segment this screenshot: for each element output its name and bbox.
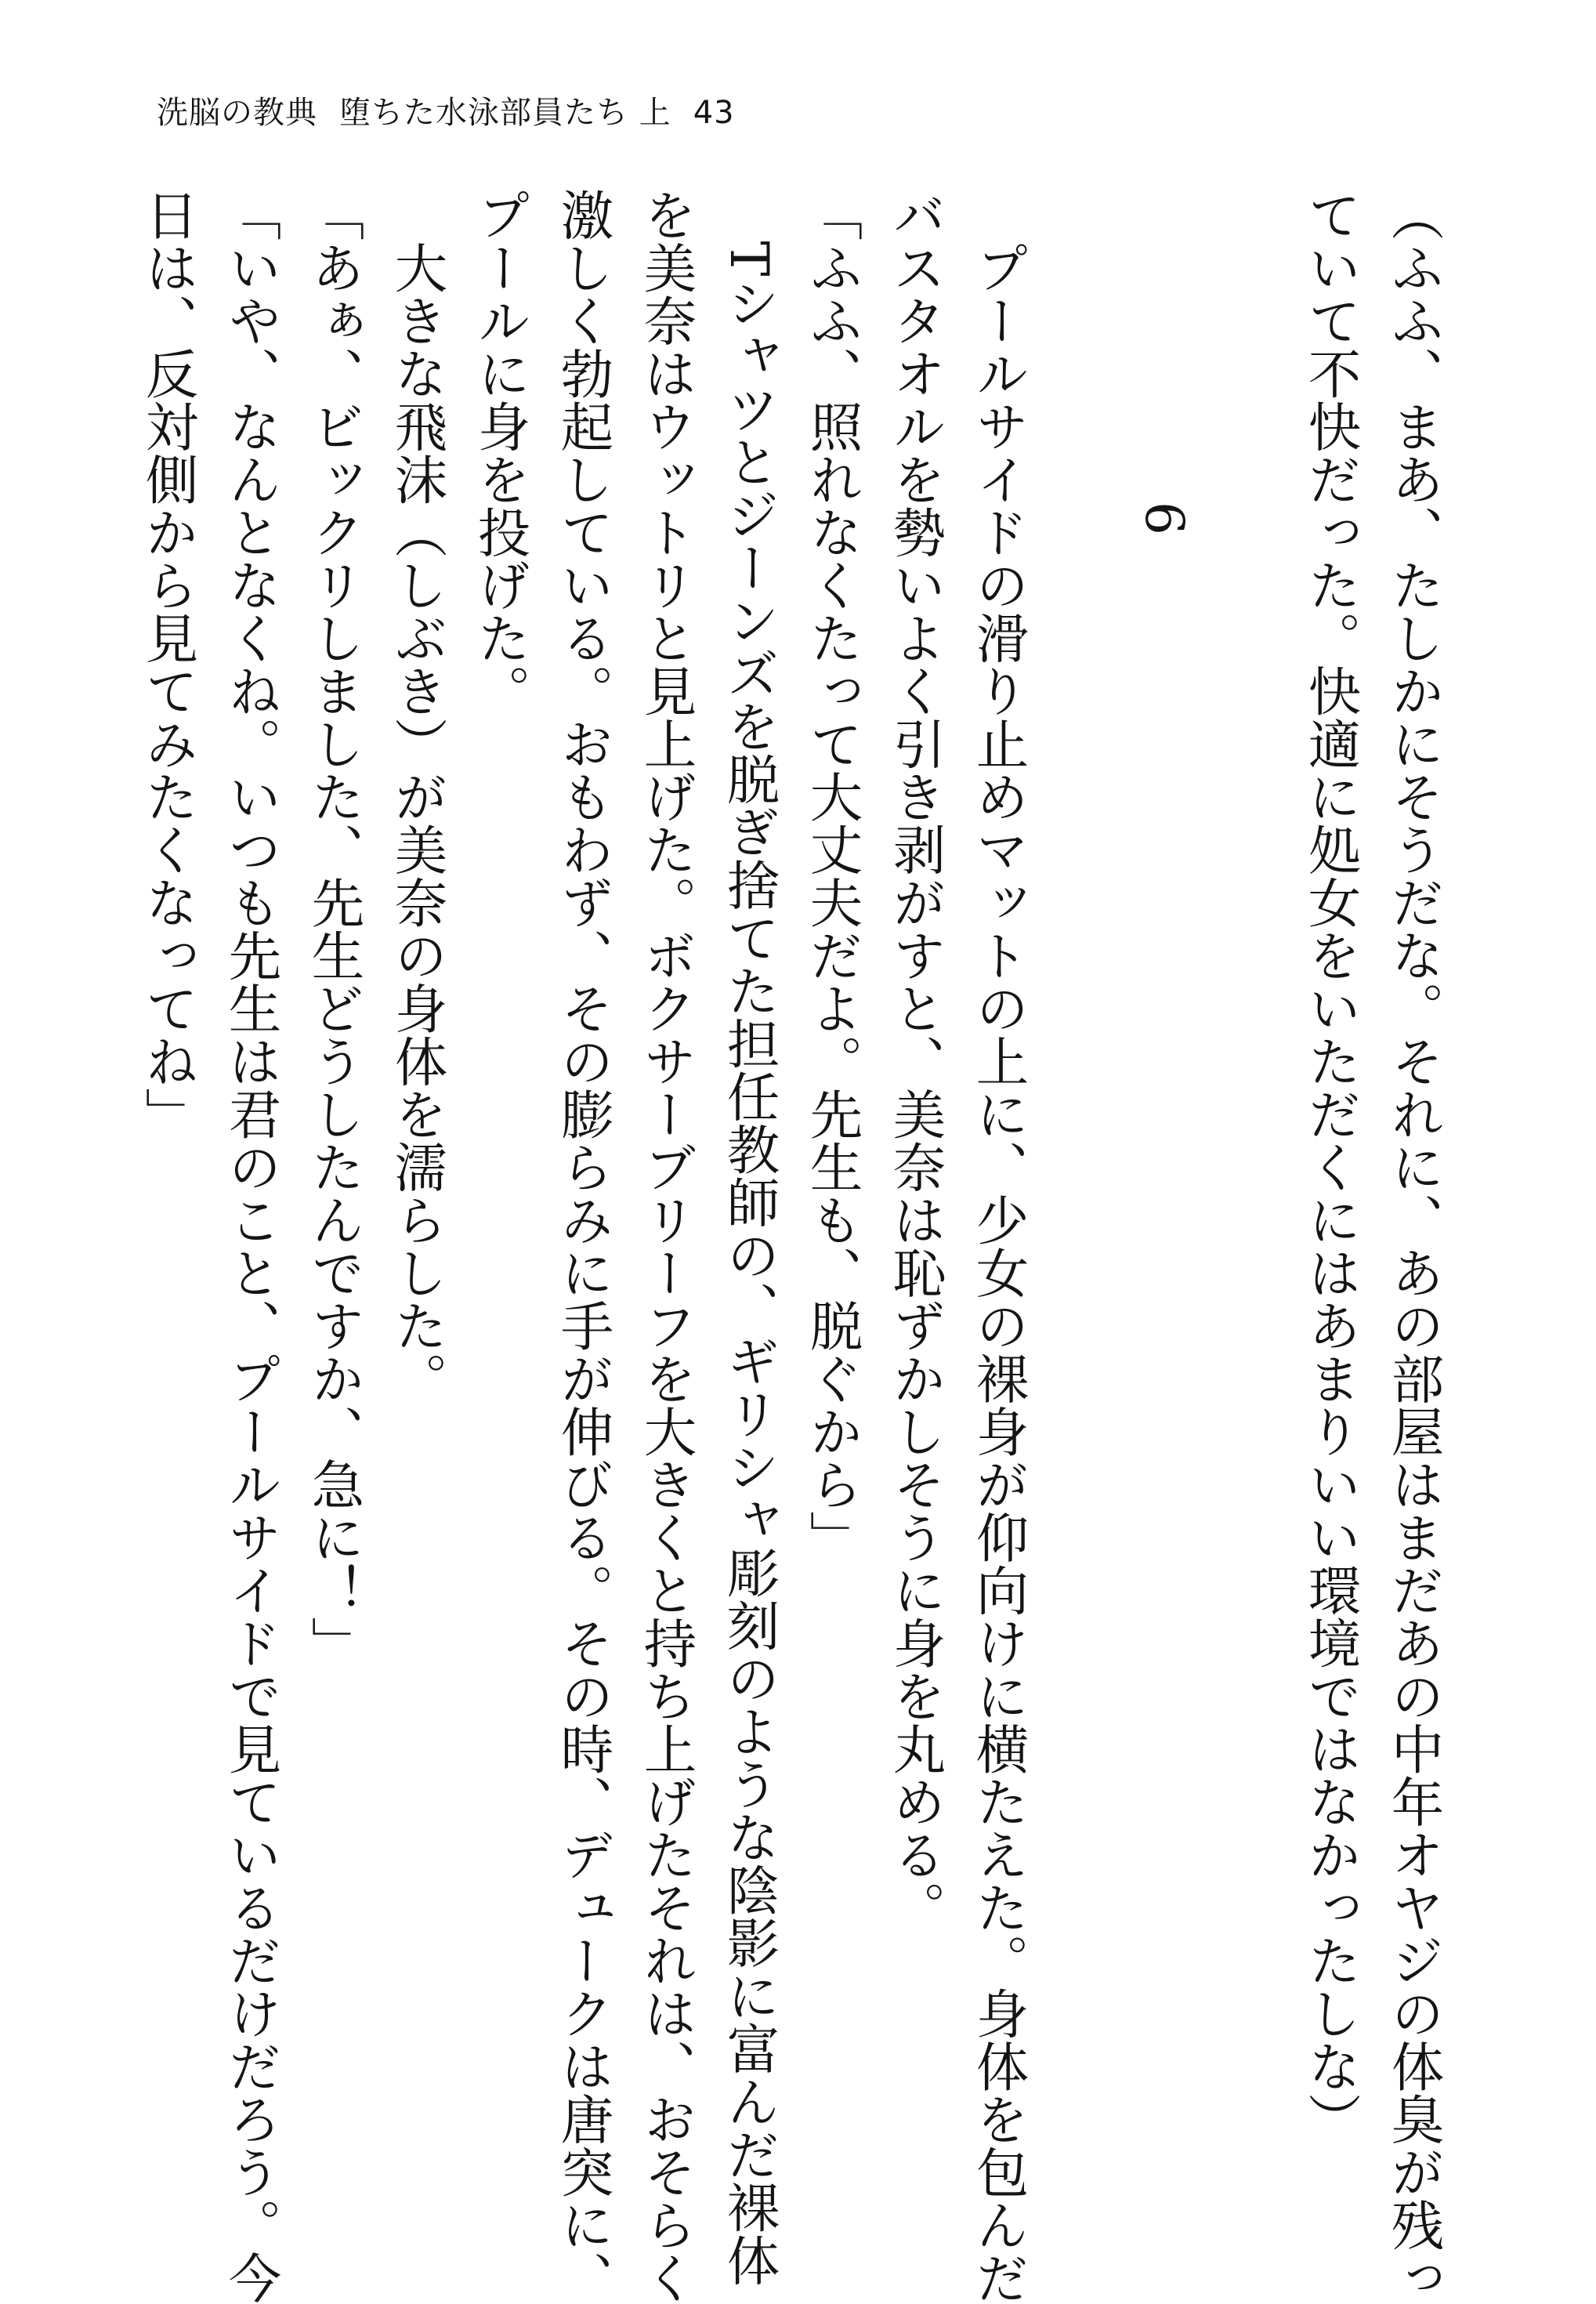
text-line: 「あぁ、ビックリしました、先生どうしたんですか、急に！」 [303, 188, 365, 1669]
running-header [157, 88, 735, 132]
text-line: 激しく勃起している。おもわず、その膨らみに手が伸びる。その時、デュークは唐突に、 [552, 188, 614, 2304]
blank-line [1040, 188, 1123, 2132]
text-line: 「いや、なんとなくね。いつも先生は君のこと、プールサイドで見ているだけだろう。今 [220, 188, 282, 2304]
text-line: バスタオルを勢いよく引き剥がすと、美奈は恥ずかしそうに身を丸める。 [885, 188, 946, 1934]
text-line: プールに身を投げた。 [469, 188, 531, 717]
text-line: （ふふ、まあ、たしかにそうだな。それに、あの部屋はまだあの中年オヤジの体臭が残っ [1383, 188, 1445, 2304]
chapter-number: 6 [1134, 502, 1196, 535]
book-subtitle: 堕ちた水泳部員たち 上 [339, 95, 671, 131]
book-title: 洗脳の教典 [157, 95, 317, 131]
text-line: 「ふふ、照れなくたって大丈夫だよ。先生も、脱ぐから」 [802, 188, 863, 1563]
page-number: 43 [693, 95, 735, 131]
text-line: ていて不快だった。快適に処女をいただくにはあまりいい環境ではなかったしな） [1300, 188, 1362, 2146]
text-line: 大きな飛沫（しぶき）が美奈の身体を濡らした。 [386, 188, 448, 1405]
text-line: プールサイドの滑り止めマットの上に、少女の裸身が仰向けに横たえた。身体を包んだ [968, 188, 1030, 2304]
vertical-text-body [126, 188, 1455, 2304]
blank-line [1206, 188, 1289, 2132]
text-line: 日は、反対側から見てみたくなってね」 [137, 188, 199, 1140]
text-line: を美奈はウットリと見上げた。ボクサーブリーフを大きくと持ち上げたそれは、おそらく [635, 188, 697, 2304]
text-line: Tシャツとジーンズを脱ぎ捨てた担任教師の、ギリシャ彫刻のような陰影に富んだ裸体 [718, 188, 780, 2287]
